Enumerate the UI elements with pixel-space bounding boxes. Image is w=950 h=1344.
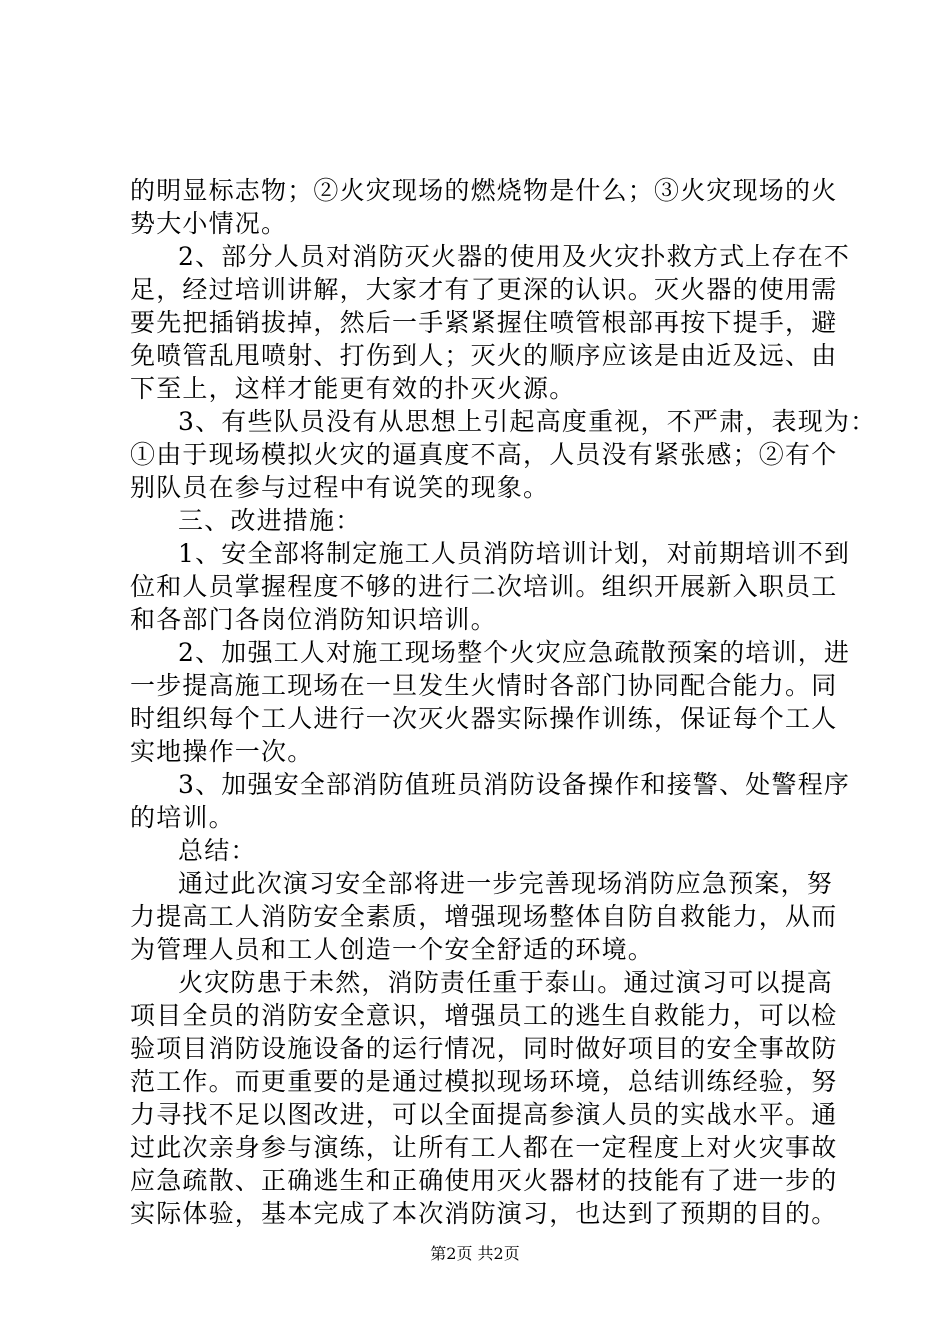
paragraph-line: 为管理人员和工人创造一个安全舒适的环境。 [130, 935, 655, 964]
paragraph-line: 时组织每个工人进行一次灭火器实际操作训练，保证每个工人 [130, 704, 838, 733]
paragraph-line: 过此次亲身参与演练，让所有工人都在一定程度上对火灾事故 [130, 1133, 838, 1162]
paragraph-line: 势大小情况。 [130, 209, 288, 238]
paragraph-line: 力寻找不足以图改进，可以全面提高参演人员的实战水平。通 [130, 1100, 838, 1129]
paragraph-line: 和各部门各岗位消防知识培训。 [130, 605, 497, 634]
paragraph-line: 项目全员的消防安全意识，增强员工的逃生自救能力，可以检 [130, 1001, 838, 1030]
paragraph-line: 别队员在参与过程中有说笑的现象。 [130, 473, 550, 502]
paragraph-line: 位和人员掌握程度不够的进行二次培训。组织开展新入职员工 [130, 572, 838, 601]
paragraph-line: 实地操作一次。 [130, 737, 314, 766]
paragraph-line: 通过此次演习安全部将进一步完善现场消防应急预案，努 [178, 869, 834, 898]
page-number: 第2页 共2页 [430, 1244, 520, 1263]
section-heading: 三、改进措施： [178, 506, 362, 535]
paragraph-line: 免喷管乱甩喷射、打伤到人；灭火的顺序应该是由近及远、由 [130, 341, 838, 370]
paragraph-line: 2、部分人员对消防灭火器的使用及火灾扑救方式上存在不 [178, 242, 851, 271]
paragraph-line: 的明显标志物；②火灾现场的燃烧物是什么；③火灾现场的火 [130, 176, 838, 205]
paragraph-line: 验项目消防设施设备的运行情况，同时做好项目的安全事故防 [130, 1034, 838, 1063]
paragraph-line: 3、有些队员没有从思想上引起高度重视，不严肃，表现为： [178, 407, 877, 436]
paragraph-line: 实际体验，基本完成了本次消防演习，也达到了预期的目的。 [130, 1199, 838, 1228]
section-heading: 总结： [178, 836, 257, 865]
paragraph-line: ①由于现场模拟火灾的逼真度不高，人员没有紧张感；②有个 [130, 440, 838, 469]
paragraph-line: 3、加强安全部消防值班员消防设备操作和接警、处警程序 [178, 770, 851, 799]
paragraph-line: 范工作。而更重要的是通过模拟现场环境，总结训练经验，努 [130, 1067, 838, 1096]
paragraph-line: 一步提高施工现场在一旦发生火情时各部门协同配合能力。同 [130, 671, 838, 700]
paragraph-line: 2、加强工人对施工现场整个火灾应急疏散预案的培训，进 [178, 638, 851, 667]
paragraph-line: 要先把插销拔掉，然后一手紧紧握住喷管根部再按下提手，避 [130, 308, 838, 337]
paragraph-line: 1、安全部将制定施工人员消防培训计划，对前期培训不到 [178, 539, 851, 568]
paragraph-line: 火灾防患于未然，消防责任重于泰山。通过演习可以提高 [178, 968, 834, 997]
paragraph-line: 下至上，这样才能更有效的扑灭火源。 [130, 374, 576, 403]
paragraph-line: 足，经过培训讲解，大家才有了更深的认识。灭火器的使用需 [130, 275, 838, 304]
paragraph-line: 应急疏散、正确逃生和正确使用灭火器材的技能有了进一步的 [130, 1166, 838, 1195]
paragraph-line: 的培训。 [130, 803, 235, 832]
paragraph-line: 力提高工人消防安全素质，增强现场整体自防自救能力，从而 [130, 902, 838, 931]
